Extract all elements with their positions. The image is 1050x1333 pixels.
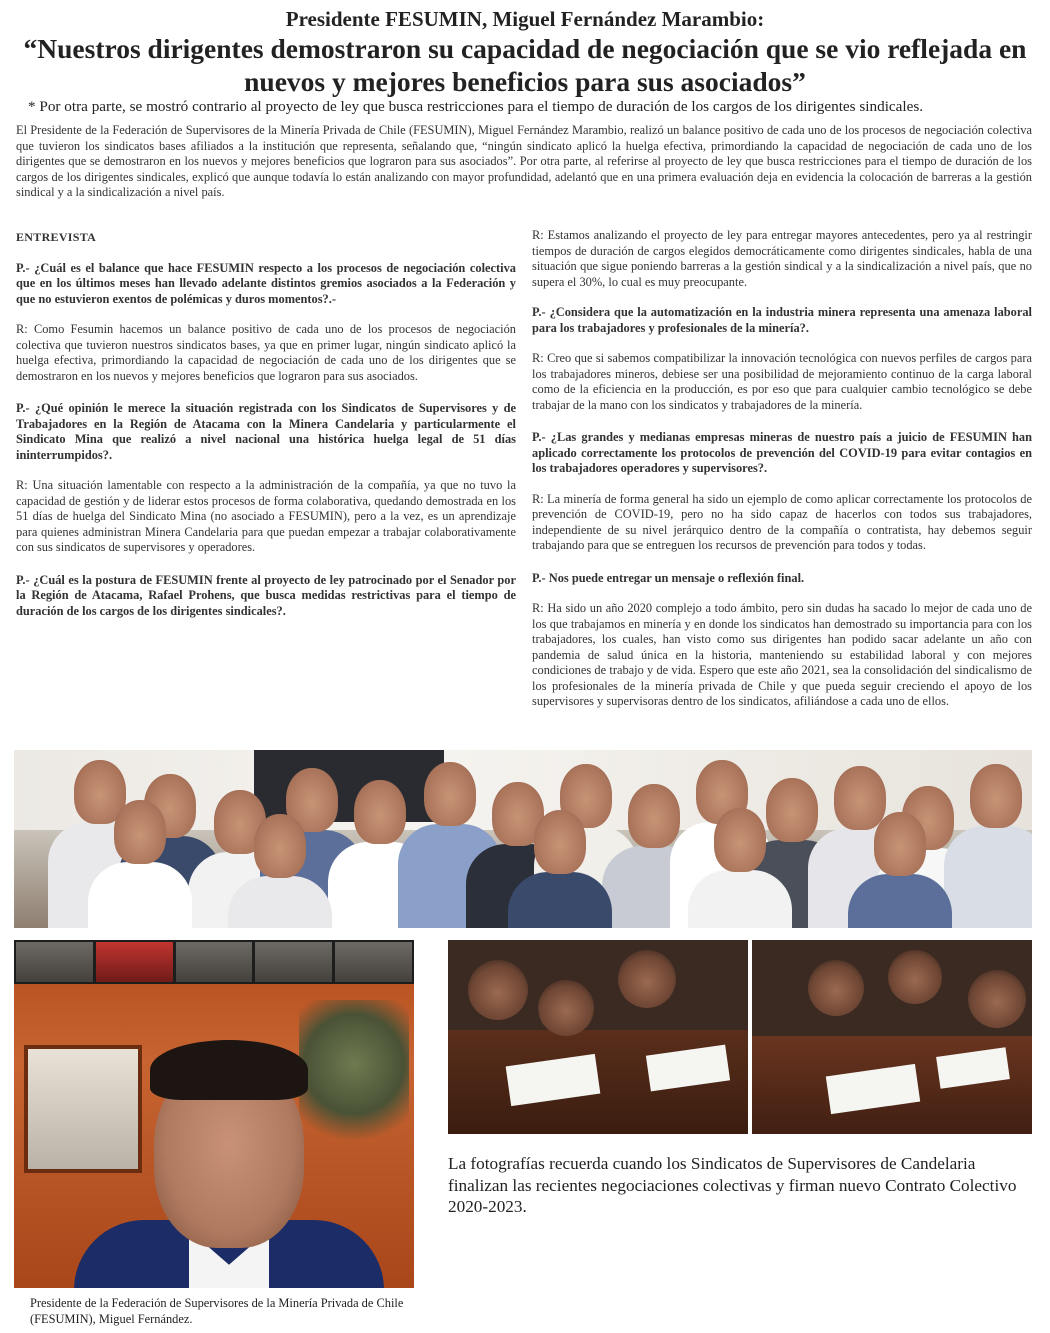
person-body xyxy=(688,870,792,928)
question-2: P.- ¿Qué opinión le merece la situación registrada con los Sindicatos de Supervisores y de Trabajadores en la Región de Atacama con la Minera Candelaria y particularmente el Sindicato Mina que realizó a nivel nacional una histórica huelga legal de 51 días ininterrumpidos?. xyxy=(16,401,516,462)
person-head xyxy=(874,812,926,876)
interview-column-left xyxy=(16,228,516,634)
answer-4: R: Creo que si sabemos compatibilizar la innovación tecnológica con nuevos perfiles de cargos para los trabajadores mineros, debiese ser una posibilidad de mejoramiento continuo de la carga laboral como de la eficiencia en la producción, es por eso que para cualquier cambio tecnológico se debe trabajar de la mano con los sindicatos y trabajadores de la minería. xyxy=(532,351,1032,412)
person-head xyxy=(468,960,528,1020)
person-head xyxy=(534,810,586,874)
signing-photo-caption: La fotografías recuerda cuando los Sindicatos de Supervisores de Candelaria finalizan las recientes negociaciones colectivas y firman nuevo Contrato Colectivo 2020-2023. xyxy=(448,1154,1017,1216)
answer-6: R: Ha sido un año 2020 complejo a todo ámbito, pero sin dudas ha sacado lo mejor de cada uno de los que trabajamos en minería y en donde los sindicatos han demostrado su importancia para con los trabajadores, los cuales, han visto como sus dirigentes han podido sacar adelante un año con pandemia de salud única en la historia, manteniendo su estabilidad laboral y con mejores condiciones de trabajo y de vida. Espero que este año 2021, sea la consolidación del sindicalismo de los profesionales de la minería privada de Chile y que pueda seguir creciendo el apoyo de los supervisores y supervisoras dentro de los sindicatos, afiliándose a cada uno de ellos. xyxy=(532,601,1032,708)
person-head xyxy=(254,814,306,878)
question-4: P.- ¿Considera que la automatización en la industria minera representa una amenaza laboral para los trabajadores y profesionales de la minería?. xyxy=(532,305,1032,335)
question-1: P.- ¿Cuál es el balance que hace FESUMIN respecto a los procesos de negociación colectiva que en los últimos meses han llevado adelante distintos gremios asociados a la Federación y que no estuvieron exentos de polémicas y duros momentos?.- xyxy=(16,260,516,306)
person-head xyxy=(538,980,594,1036)
person-head xyxy=(714,808,766,872)
signing-photo xyxy=(448,940,1032,1134)
person-head xyxy=(968,970,1026,1028)
answer-1: R: Como Fesumin hacemos un balance positivo de cada uno de los procesos de negociación colectiva que tuvieron nuestros sindicatos bases, ya que en primer lugar, ningún sindicato aplicó la huelga efectiva, primordiando la capacidad de negociación de cada uno de los dirigentes que se demostraron en los nuevos y mejores beneficios que lograron para sus asociados. xyxy=(16,322,516,383)
person-head xyxy=(970,764,1022,828)
person-body xyxy=(848,874,952,928)
participant-tile xyxy=(16,942,93,982)
person-body xyxy=(88,862,192,928)
answer-2: R: Una situación lamentable con respecto a la administración de la compañía, ya que no tuvo la capacidad de gestión y de liderar estos procesos de forma colaborativa, quedando demostrada en los 51 días de huelga del Sindicato Mina (no asociado a FESUMIN), pero a la vez, es un aprendizaje para quienes administran Minera Candelaria para que puedan empezar a trabajar colaborativamente con sus sindicatos de supervisores y operadores. xyxy=(16,478,516,554)
signing-photo-divider xyxy=(748,940,752,1134)
person-head xyxy=(114,800,166,864)
person-head xyxy=(354,780,406,844)
person-head xyxy=(808,960,864,1016)
person-body xyxy=(228,876,332,928)
video-call-hair xyxy=(150,1040,308,1100)
answer-3: R: Estamos analizando el proyecto de ley para entregar mayores antecedentes, pero ya al restringir tiempos de duración de cargos elegidos democráticamente como dirigentes sindicales, habla de una situación que sigue poniendo barreras a la gestión sindical y a la sindicalización a nivel país, que no supera el 30%, lo cual es muy preocupante. xyxy=(532,228,1032,289)
video-call-photo xyxy=(14,940,414,1288)
person-head xyxy=(424,762,476,826)
group-photo xyxy=(14,750,1032,928)
participant-tile xyxy=(255,942,332,982)
participant-tile xyxy=(176,942,253,982)
question-5: P.- ¿Las grandes y medianas empresas mineras de nuestro país a juicio de FESUMIN han aplicado correctamente los protocolos de prevención del COVID-19 para evitar contagios en los trabajadores operadores y supervisores?. xyxy=(532,430,1032,475)
video-call-plant xyxy=(299,1000,409,1160)
video-call-window xyxy=(24,1045,142,1173)
person-head xyxy=(618,950,676,1008)
article-header xyxy=(0,6,1050,98)
person-body xyxy=(508,872,612,928)
answer-5: R: La minería de forma general ha sido un ejemplo de como aplicar correctamente los protocolos de prevención de COVID-19, pero no ha sido capaz de hacerlos con todos sus trabajadores, independiente de su nivel jerárquico dentro de la compañía o contratista, hay debemos seguir trabajando para que se entreguen los recursos de prevención para todos y todas. xyxy=(532,491,1032,552)
article-kicker: Presidente FESUMIN, Miguel Fernández Marambio: xyxy=(285,7,765,31)
video-call-participant-strip xyxy=(14,940,414,984)
question-6: P.- Nos puede entregar un mensaje o reflexión final. xyxy=(532,570,805,585)
participant-tile xyxy=(335,942,412,982)
participant-tile xyxy=(96,942,173,982)
video-photo-caption: Presidente de la Federación de Supervisores de la Minería Privada de Chile (FESUMIN), Miguel Fernández. xyxy=(30,1296,404,1326)
interview-column-right xyxy=(532,228,1032,710)
group-photo-board xyxy=(254,750,444,822)
section-title-entrevista: ENTREVISTA xyxy=(16,230,97,244)
person-head xyxy=(628,784,680,848)
person-head xyxy=(888,950,942,1004)
person-head xyxy=(766,778,818,842)
article-subhead: * Por otra parte, se mostró contrario al proyecto de ley que busca restricciones para el tiempo de duración de los cargos de los dirigentes sindicales. xyxy=(28,98,924,115)
person-body xyxy=(944,826,1032,928)
article-intro: El Presidente de la Federación de Supervisores de la Minería Privada de Chile (FESUMIN), Miguel Fernández Marambio, realizó un balance positivo de cada uno de los procesos de negociación colectiva que tuvieron los sindicatos bases afiliados a la institución que representa, señalando que, “ningún sindicato aplicó la huelga efectiva, primordiando la capacidad de negociación de cada uno de los dirigentes que se demostraron en los nuevos y mejores beneficios que lograron para sus asociados”. Por otra parte, al referirse al proyecto de ley que busca restricciones para el tiempo de duración de los cargos de los dirigentes sindicales, explicó que aunque todavía lo están analizando con mayor profundidad, adelantó que en una primera evaluación deja en evidencia la colocación de barreras a la gestión sindical y a la sindicalización a nivel país. xyxy=(16,123,1032,200)
person-head xyxy=(834,766,886,830)
article-headline: “Nuestros dirigentes demostraron su capacidad de negociación que se vio reflejada en nuevos y mejores beneficios para sus asociados” xyxy=(23,33,1027,97)
question-3: P.- ¿Cuál es la postura de FESUMIN frente al proyecto de ley patrocinado por el Senador por la Región de Atacama, Rafael Prohens, que busca medidas restrictivas para el tiempo de duración de los cargos de los dirigentes sindicales?. xyxy=(16,572,516,618)
